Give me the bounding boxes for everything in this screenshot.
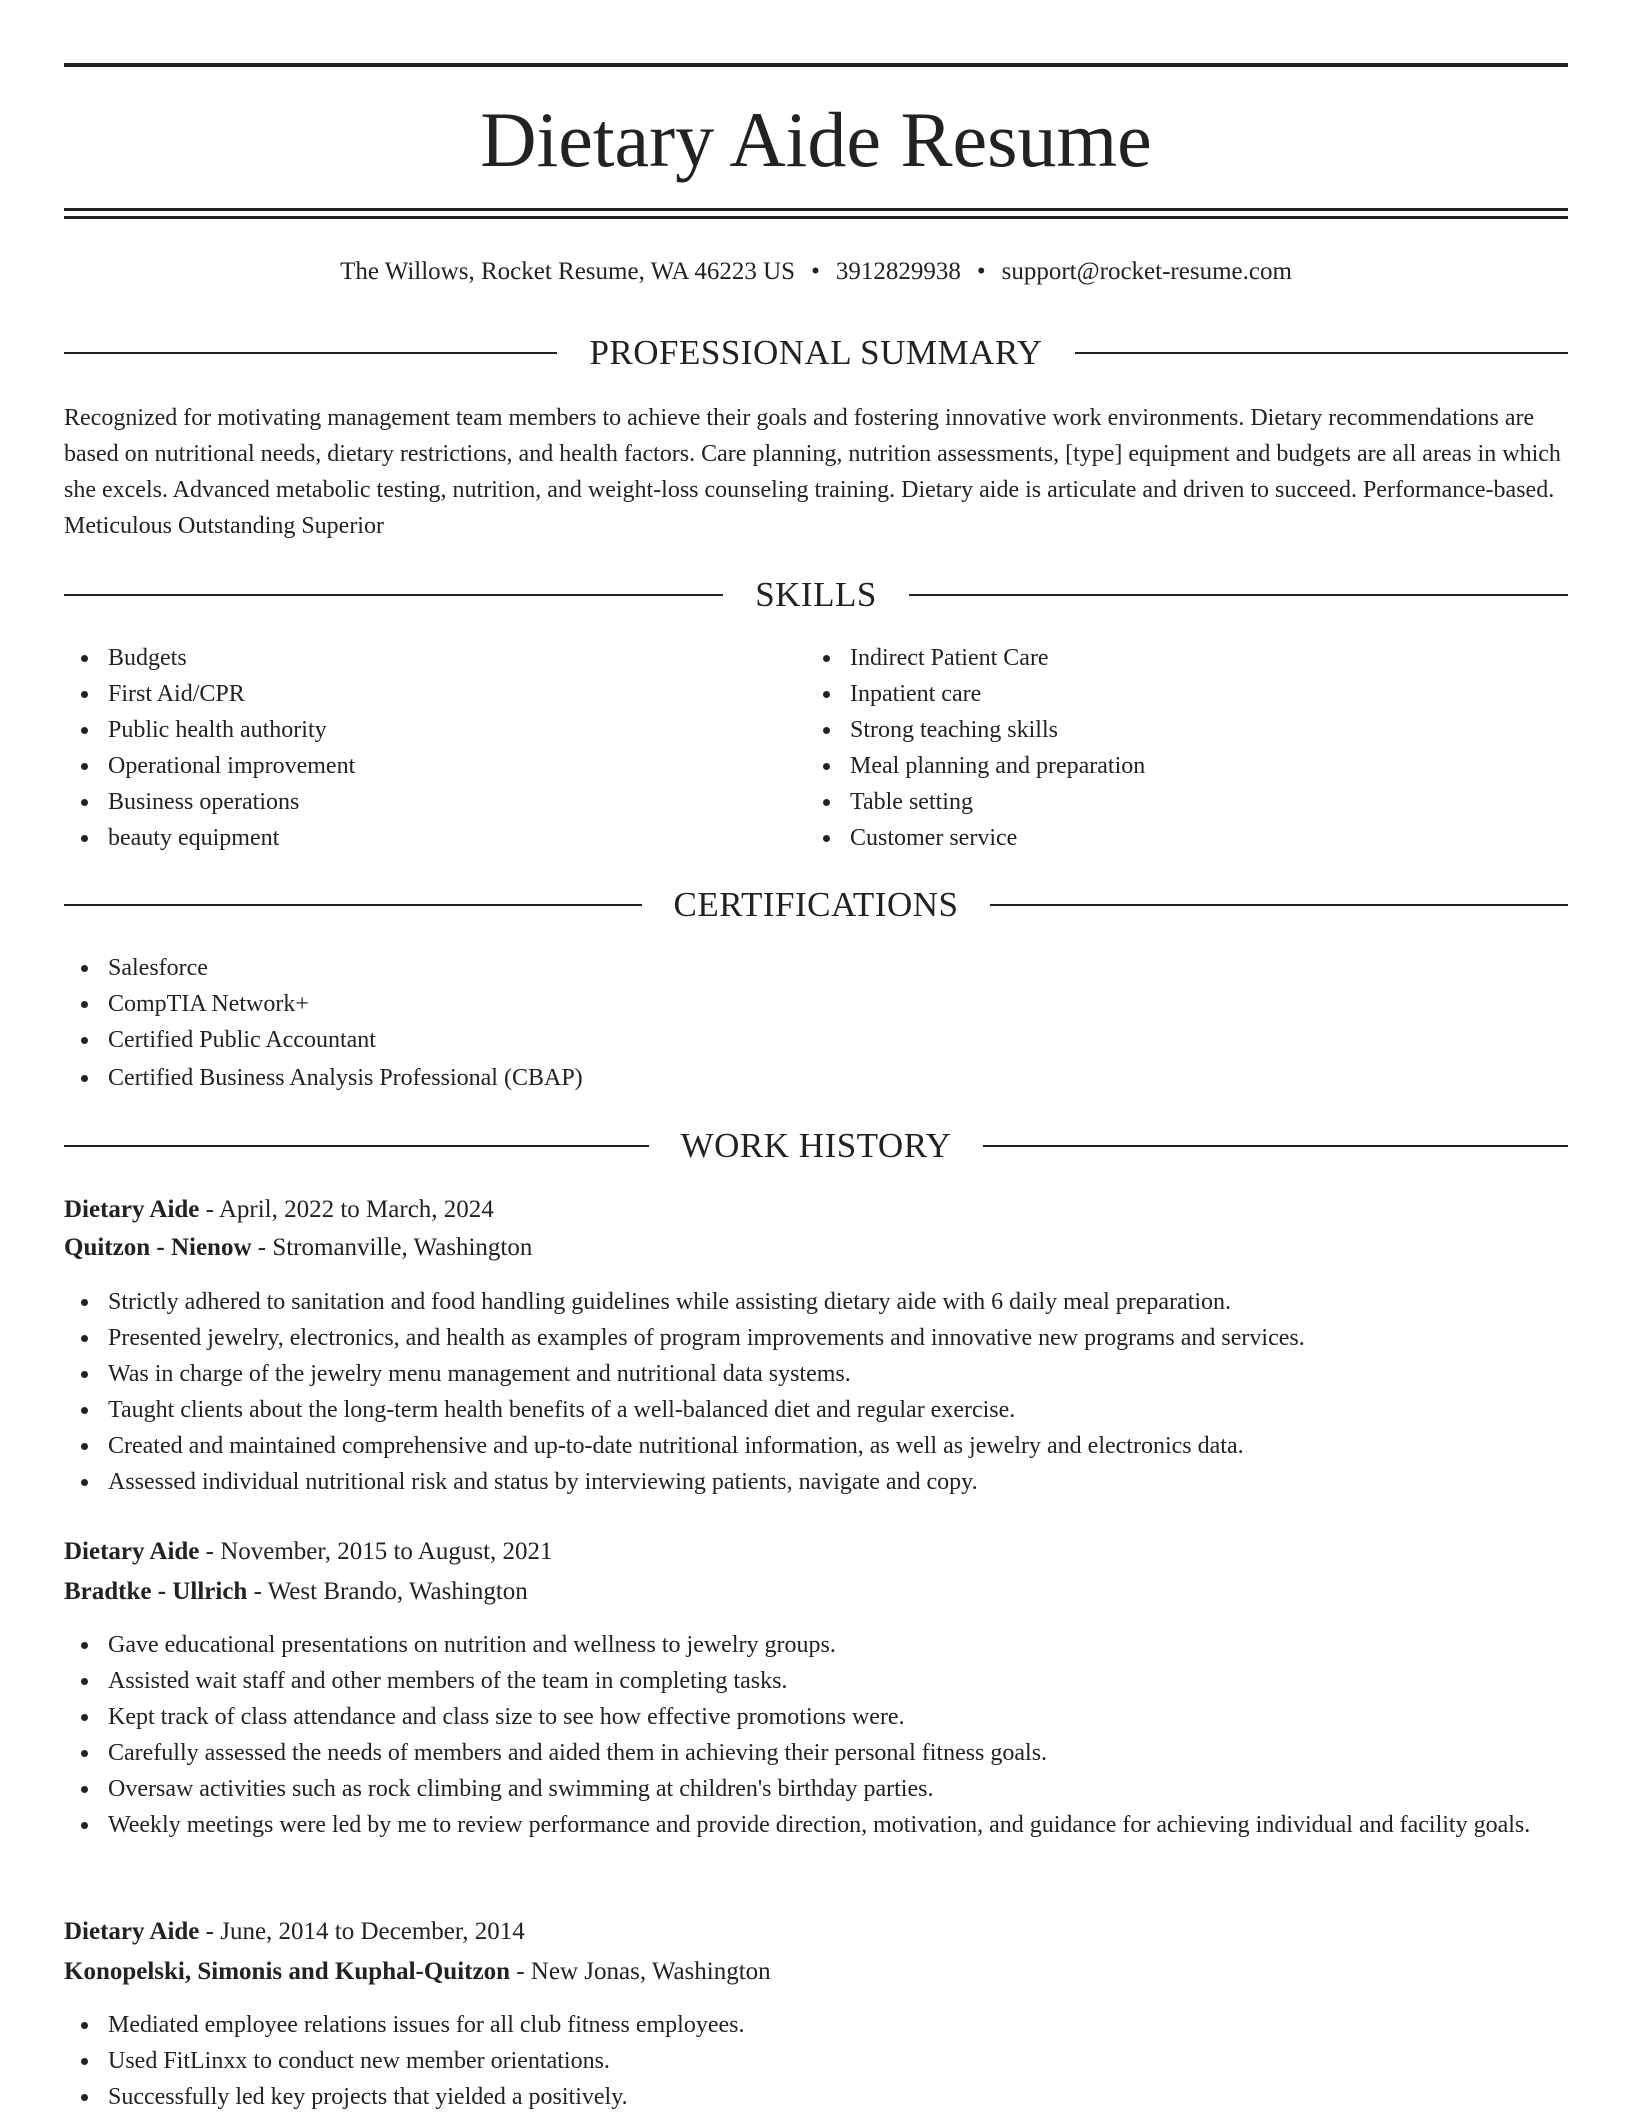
- job-dates: - April, 2022 to March, 2024: [199, 1196, 494, 1223]
- skill-item: Customer service: [806, 820, 1506, 856]
- job-dates: - June, 2014 to December, 2014: [199, 1918, 525, 1945]
- contact-separator: •: [811, 258, 820, 285]
- job-bullet: Kept track of class attendance and class size to see how effective promotions were.: [64, 1699, 1568, 1735]
- job-title-line: [64, 1190, 1568, 1230]
- certifications-list: [64, 950, 1264, 1096]
- job-bullet: Was in charge of the jewelry menu management and nutritional data systems.: [64, 1356, 1568, 1392]
- job-company-line: [64, 1952, 1568, 1992]
- job-bullet: Used FitLinxx to conduct new member orientations.: [64, 2043, 1568, 2079]
- heading-rule-right: [909, 594, 1568, 596]
- skill-item: Table setting: [806, 784, 1506, 820]
- work-history-heading: [64, 1124, 1568, 1168]
- job-bullet: Gave educational presentations on nutrition and wellness to jewelry groups.: [64, 1627, 1568, 1663]
- contact-phone: 3912829938: [835, 258, 961, 285]
- heading-rule-left: [64, 594, 723, 596]
- job-bullets: [64, 1627, 1568, 1843]
- job-company: Quitzon - Nienow: [64, 1234, 252, 1261]
- skill-item: beauty equipment: [64, 820, 764, 856]
- skill-item: Strong teaching skills: [806, 712, 1506, 748]
- job-bullet: Carefully assessed the needs of members and aided them in achieving their personal fitness goals.: [64, 1735, 1568, 1771]
- heading-rule-right: [1075, 352, 1568, 354]
- skill-item: Inpatient care: [806, 676, 1506, 712]
- job-bullet: Oversaw activities such as rock climbing and swimming at children's birthday parties.: [64, 1771, 1568, 1807]
- job-bullet: Successfully led key projects that yielded a positively.: [64, 2079, 1568, 2115]
- skill-item: Business operations: [64, 784, 764, 820]
- skill-item: Public health authority: [64, 712, 764, 748]
- job-bullet: Weekly meetings were led by me to review performance and provide direction, motivation, and guidance for achieving individual and facility goals.: [64, 1807, 1568, 1843]
- header-double-rule: [64, 208, 1568, 219]
- job-dates: - November, 2015 to August, 2021: [199, 1538, 553, 1565]
- certification-item: Certified Public Accountant: [64, 1022, 1264, 1058]
- heading-rule-right: [983, 1145, 1568, 1147]
- certification-item: Salesforce: [64, 950, 1264, 986]
- job-title-line: [64, 1532, 1568, 1572]
- heading-rule-right: [990, 904, 1568, 906]
- job-location: - West Brando, Washington: [247, 1578, 528, 1605]
- job-bullets: [64, 2007, 1568, 2115]
- heading-rule-left: [64, 1145, 649, 1147]
- certifications-heading-label: CERTIFICATIONS: [673, 885, 959, 924]
- skills-heading-label: SKILLS: [755, 575, 877, 614]
- header-top-rule: [64, 63, 1568, 67]
- heading-rule-left: [64, 352, 557, 354]
- job-bullet: Taught clients about the long-term health benefits of a well-balanced diet and regular exercise.: [64, 1392, 1568, 1428]
- work-history-heading-label: WORK HISTORY: [680, 1126, 952, 1165]
- resume-title: Dietary Aide Resume: [480, 96, 1152, 183]
- skill-item: Operational improvement: [64, 748, 764, 784]
- job-bullet: Presented jewelry, electronics, and health as examples of program improvements and innovative new programs and services.: [64, 1320, 1568, 1356]
- skill-item: Budgets: [64, 640, 764, 676]
- job-bullet: Strictly adhered to sanitation and food handling guidelines while assisting dietary aide with 6 daily meal preparation.: [64, 1284, 1568, 1320]
- job-company: Konopelski, Simonis and Kuphal-Quitzon: [64, 1958, 510, 1985]
- job-company-line: [64, 1572, 1568, 1612]
- summary-heading-label: PROFESSIONAL SUMMARY: [589, 333, 1043, 372]
- job-location: - New Jonas, Washington: [509, 1958, 771, 1985]
- contact-address: The Willows, Rocket Resume, WA 46223 US: [340, 258, 796, 285]
- job-company-line: [64, 1228, 1568, 1268]
- skill-item: First Aid/CPR: [64, 676, 764, 712]
- job-company: Bradtke - Ullrich: [64, 1578, 248, 1605]
- skill-item: Meal planning and preparation: [806, 748, 1506, 784]
- job-title-line: [64, 1912, 1568, 1952]
- job-location: - Stromanville, Washington: [251, 1234, 533, 1261]
- heading-rule-left: [64, 904, 642, 906]
- job-bullet: Created and maintained comprehensive and up-to-date nutritional information, as well as jewelry and electronics data.: [64, 1428, 1568, 1464]
- contact-line: [64, 252, 1568, 292]
- skills-list-right: [806, 640, 1506, 856]
- summary-text: Recognized for motivating management team members to achieve their goals and fostering innovative work environments. Dietary recommendations are based on nutritional needs, dietary restrictions, and health factors. Care planning, nutrition assessments, [type] equipment and budgets are all areas in which she excels. Advanced metabolic testing, nutrition, and weight-loss counseling training. Dietary aide is articulate and driven to succeed. Performance-based. Meticulous Outstanding Superior: [64, 405, 1561, 539]
- contact-email: support@rocket-resume.com: [1001, 258, 1292, 285]
- contact-separator: •: [976, 258, 986, 285]
- job-title: Dietary Aide: [64, 1918, 200, 1945]
- certification-item: CompTIA Network+: [64, 986, 1264, 1022]
- summary-heading: [64, 331, 1568, 375]
- skill-item: Indirect Patient Care: [806, 640, 1506, 676]
- job-bullet: Mediated employee relations issues for all club fitness employees.: [64, 2007, 1568, 2043]
- job-bullet: Assessed individual nutritional risk and status by interviewing patients, navigate and copy.: [64, 1464, 1568, 1500]
- skills-heading: [64, 573, 1568, 617]
- skills-list-left: [64, 640, 764, 856]
- job-title: Dietary Aide: [64, 1196, 200, 1223]
- job-title: Dietary Aide: [64, 1538, 200, 1565]
- certification-item: Certified Business Analysis Professional (CBAP): [64, 1060, 1264, 1096]
- job-bullet: Assisted wait staff and other members of the team in completing tasks.: [64, 1663, 1568, 1699]
- certifications-heading: [64, 883, 1568, 927]
- job-bullets: [64, 1284, 1568, 1500]
